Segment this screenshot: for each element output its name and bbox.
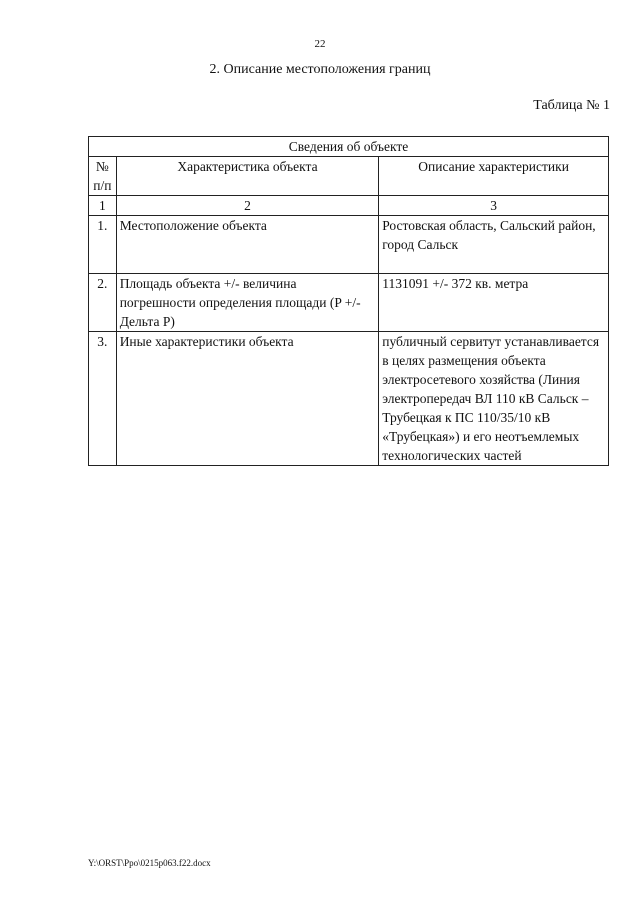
row-number: 1. <box>89 216 117 274</box>
table-row <box>89 332 609 466</box>
row-description: публичный сервитут устанавливается в целях размещения объекта электросетевого хозяйства (Линия электропередач ВЛ 110 кВ Сальск – Трубецкая к ПС 110/35/10 кВ «Трубецкая») и его неотъемлемых технологических частей <box>379 332 609 466</box>
index-cell: 2 <box>116 196 379 216</box>
index-cell: 3 <box>379 196 609 216</box>
table-label: Таблица № 1 <box>533 98 610 113</box>
row-description: 1131091 +/- 372 кв. метра <box>379 274 609 332</box>
row-number: 2. <box>89 274 117 332</box>
row-characteristic: Местоположение объекта <box>116 216 379 274</box>
table-title-row <box>89 137 609 157</box>
row-characteristic: Площадь объекта +/- величина погрешности определения площади (P +/- Дельта P) <box>116 274 379 332</box>
header-number: № п/п <box>89 157 117 196</box>
section-title: 2. Описание местоположения границ <box>209 62 431 77</box>
page-number: 22 <box>314 38 326 50</box>
footer-file-path: Y:\ORST\Ppo\0215p063.f22.docx <box>88 858 211 868</box>
index-cell: 1 <box>89 196 117 216</box>
table-row <box>89 216 609 274</box>
table-row <box>89 274 609 332</box>
row-number: 3. <box>89 332 117 466</box>
table-index-row <box>89 196 609 216</box>
table-header-row <box>89 157 609 196</box>
table-title: Сведения об объекте <box>89 137 609 157</box>
object-info-table <box>88 136 609 466</box>
row-characteristic: Иные характеристики объекта <box>116 332 379 466</box>
row-description: Ростовская область, Сальский район, город Сальск <box>379 216 609 274</box>
header-description: Описание характеристики <box>379 157 609 196</box>
header-characteristic: Характеристика объекта <box>116 157 379 196</box>
